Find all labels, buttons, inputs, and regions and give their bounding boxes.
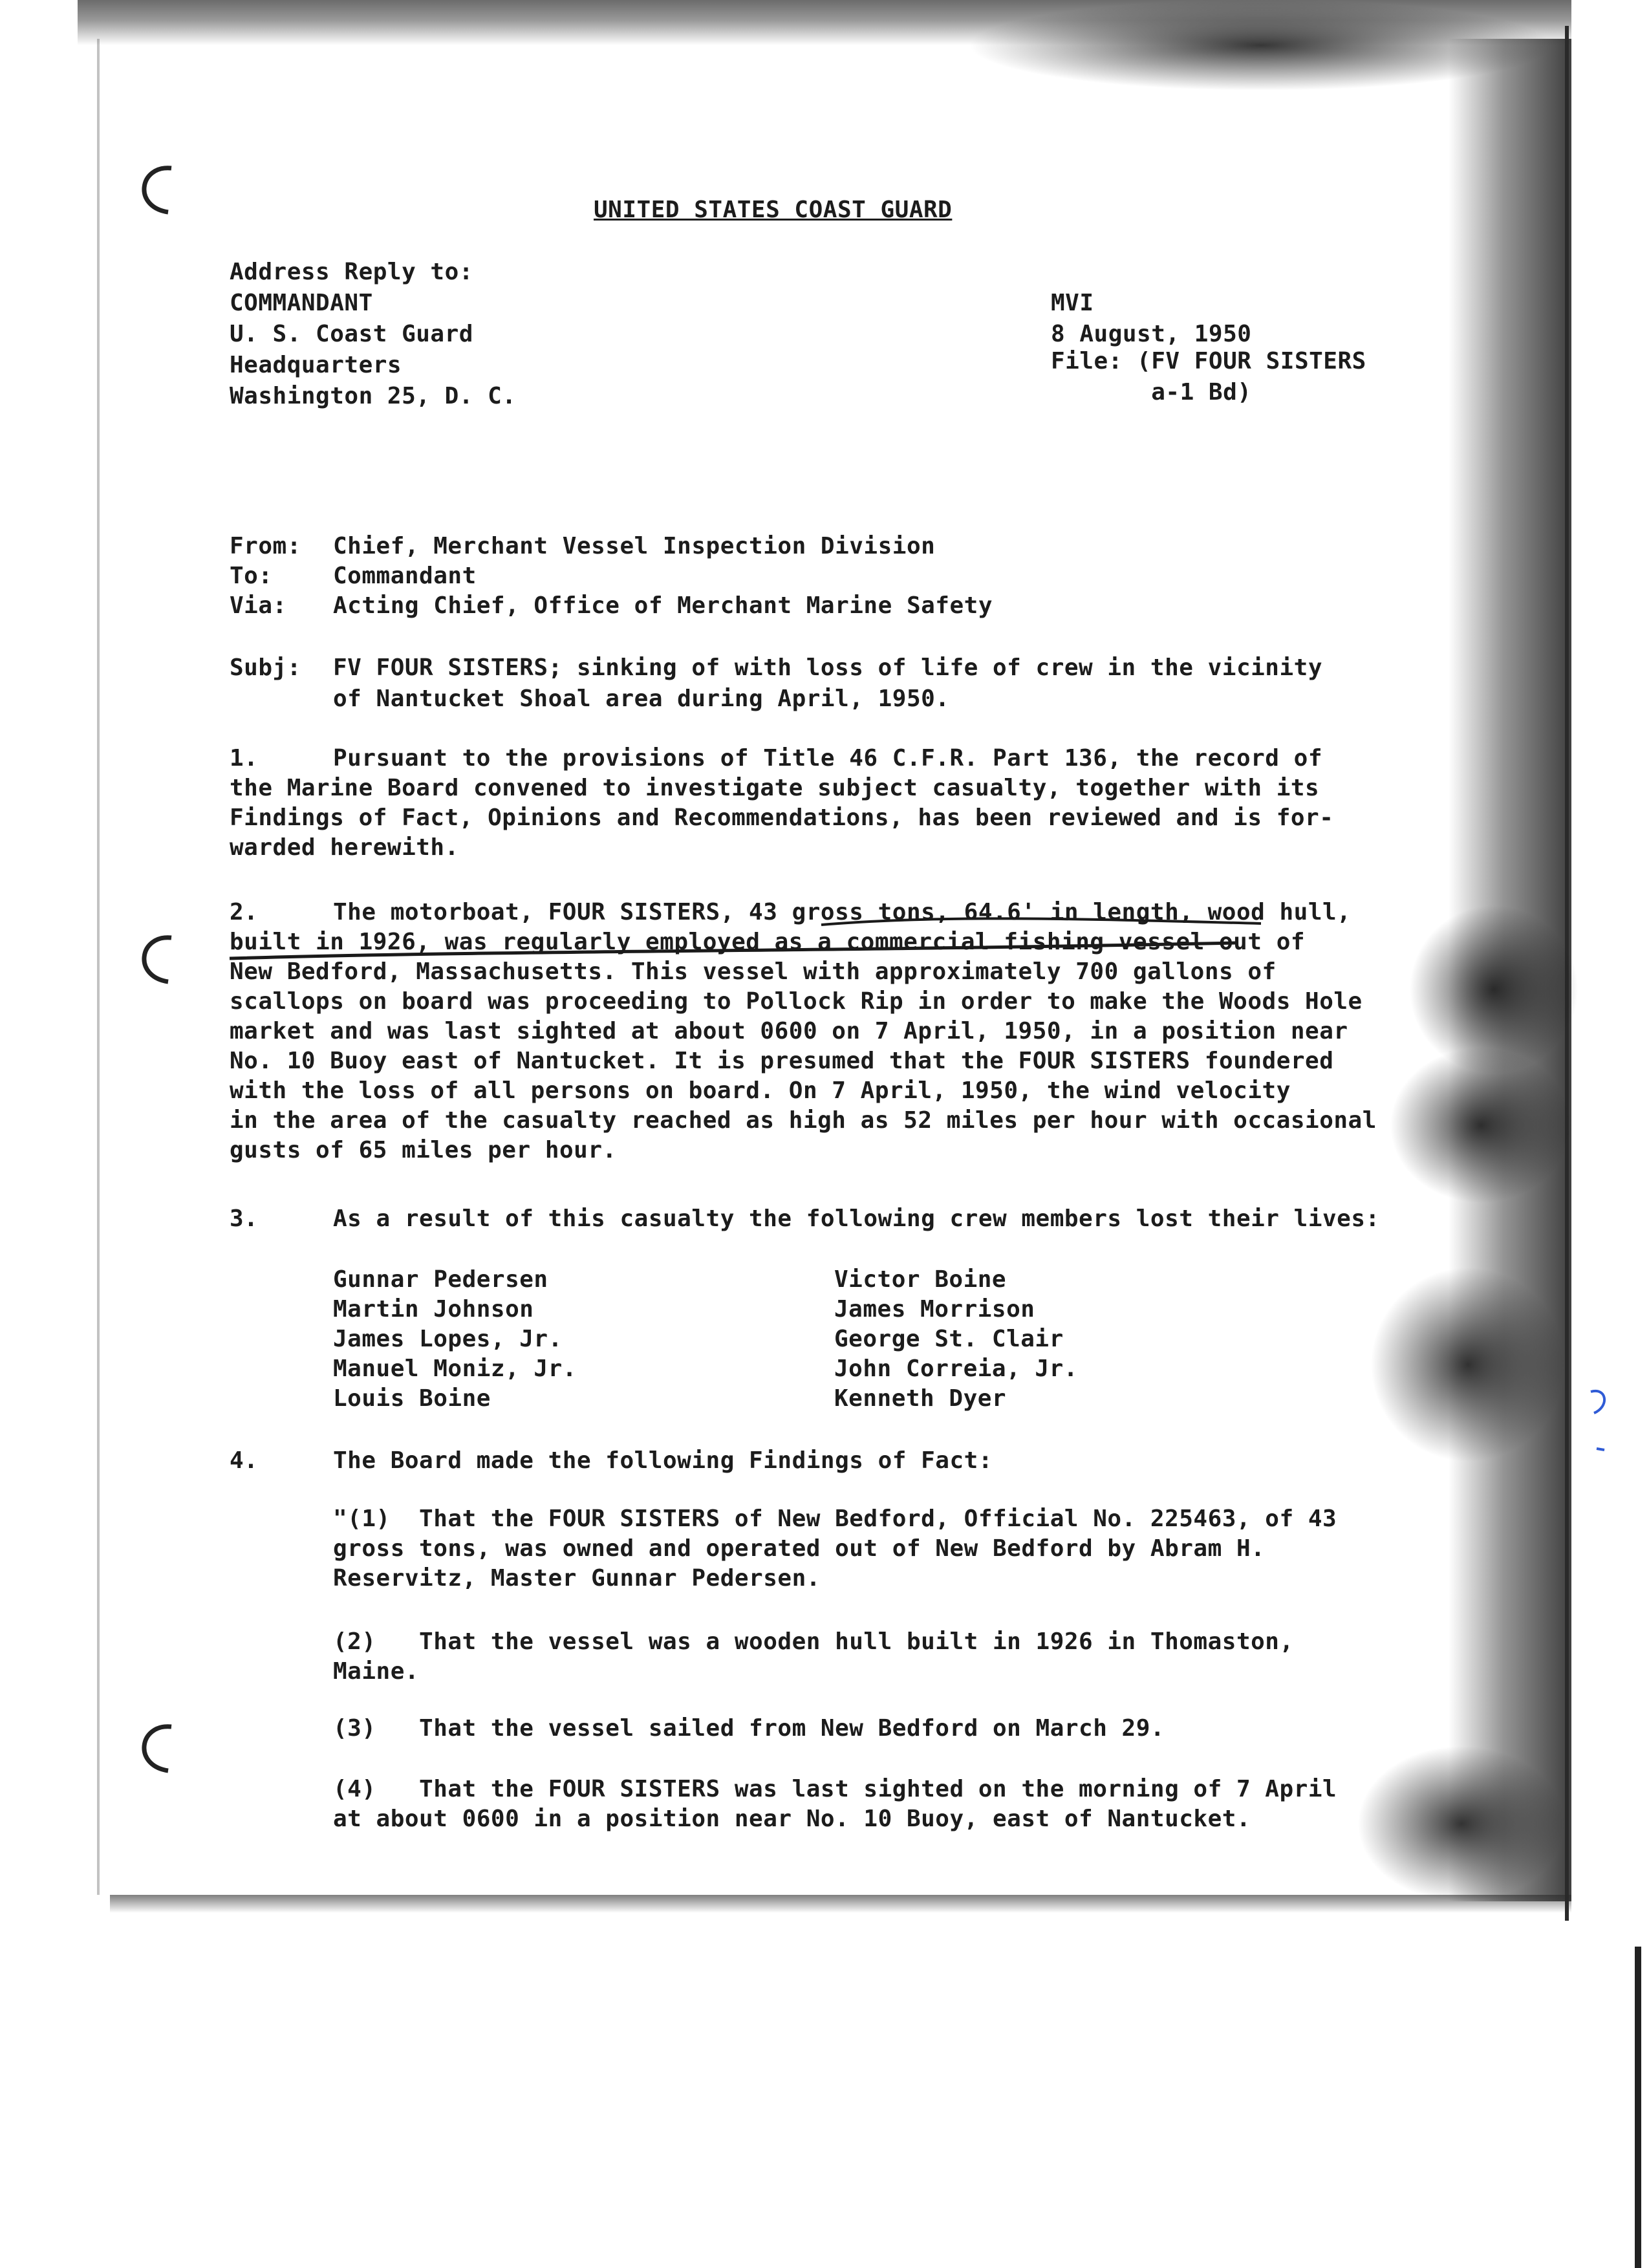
punch-hole-mark [126,925,178,989]
crew-member: James Lopes, Jr. [333,1326,563,1352]
paragraph-line: As a result of this casualty the following crew members lost their lives: [333,1205,1380,1232]
paragraph-number: 4. [230,1447,259,1474]
finding-line: (3) That the vessel sailed from New Bedford on March 29. [333,1715,1165,1742]
paragraph-number: 3. [230,1205,259,1232]
address-line: COMMANDANT [230,290,373,316]
to-label: To: [230,563,273,589]
subject-line: of Nantucket Shoal area during April, 1950. [333,686,950,712]
finding-line: (2) That the vessel was a wooden hull built in 1926 in Thomaston, [333,1628,1294,1655]
scan-shadow-bottom [110,1895,1571,1913]
paragraph-line: Pursuant to the provisions of Title 46 C.F.R. Part 136, the record of [333,745,1322,772]
address-line: Washington 25, D. C. [230,383,517,409]
crew-member: George St. Clair [834,1326,1064,1352]
paragraph-number: 2. [230,899,259,925]
crew-member: Manuel Moniz, Jr. [333,1355,577,1382]
finding-line: (4) That the FOUR SISTERS was last sighted on the morning of 7 April [333,1776,1337,1802]
blue-pen-mark [1588,1384,1613,1462]
paragraph-line: Findings of Fact, Opinions and Recommendations, has been reviewed and is for- [230,805,1334,831]
subject-line: FV FOUR SISTERS; sinking of with loss of life of crew in the vicinity [333,654,1322,681]
paragraph-line: in the area of the casualty reached as high as 52 miles per hour with occasional [230,1107,1377,1134]
crew-member: Louis Boine [333,1385,491,1412]
paragraph-line: scallops on board was proceeding to Pollock Rip in order to make the Woods Hole [230,988,1363,1015]
paragraph-line: gusts of 65 miles per hour. [230,1137,617,1163]
ink-smudge [1371,1268,1565,1462]
page-title: UNITED STATES COAST GUARD [594,197,953,223]
crew-member: James Morrison [834,1296,1035,1323]
paragraph-line: No. 10 Buoy east of Nantucket. It is presumed that the FOUR SISTERS foundered [230,1048,1334,1074]
paragraph-line: The Board made the following Findings of Fact: [333,1447,993,1474]
paragraph-line: the Marine Board convened to investigate subject casualty, together with its [230,775,1320,801]
reference-file: a-1 Bd) [1051,379,1252,405]
reference-line: MVI [1051,290,1094,316]
ink-smudge [970,0,1552,91]
paragraph-line: New Bedford, Massachusetts. This vessel with approximately 700 gallons of [230,958,1277,985]
finding-line: at about 0600 in a position near No. 10 Buoy, east of Nantucket. [333,1806,1251,1832]
scan-edge-left [97,39,100,1895]
crew-member: Martin Johnson [333,1296,534,1323]
crew-member: Gunnar Pedersen [333,1266,548,1293]
scan-edge-bar [1635,1947,1641,2268]
paragraph-line: The motorboat, FOUR SISTERS, 43 gross tons, 64.6' in length, wood hull, [333,899,1352,925]
to-value: Commandant [333,563,477,589]
paragraph-number: 1. [230,745,259,772]
handwritten-underline [226,912,1455,977]
ink-smudge [1390,1048,1571,1203]
punch-hole-mark [126,1714,178,1778]
crew-member: Victor Boine [834,1266,1007,1293]
punch-hole-mark [126,155,178,220]
paragraph-line: with the loss of all persons on board. On 7 April, 1950, the wind velocity [230,1077,1291,1104]
crew-member: Kenneth Dyer [834,1385,1007,1412]
paragraph-line: built in 1926, was regularly employed as a commercial fishing vessel out of [230,929,1306,955]
address-line: U. S. Coast Guard [230,321,473,347]
finding-line: Reservitz, Master Gunnar Pedersen. [333,1565,821,1592]
finding-line: gross tons, was owned and operated out of New Bedford by Abram H. [333,1535,1266,1562]
via-value: Acting Chief, Office of Merchant Marine Safety [333,592,993,619]
crew-member: John Correia, Jr. [834,1355,1078,1382]
finding-line: "(1) That the FOUR SISTERS of New Bedford, Official No. 225463, of 43 [333,1506,1337,1532]
from-label: From: [230,533,301,559]
address-line: Headquarters [230,352,402,378]
finding-line: Maine. [333,1658,420,1685]
paragraph-line: warded herewith. [230,834,459,861]
address-line: Address Reply to: [230,259,473,285]
paragraph-line: market and was last sighted at about 0600 on 7 April, 1950, in a position near [230,1018,1348,1044]
subject-label: Subj: [230,654,301,681]
from-value: Chief, Merchant Vessel Inspection Division [333,533,936,559]
reference-file: File: (FV FOUR SISTERS [1051,348,1366,374]
via-label: Via: [230,592,287,619]
ink-smudge [1358,1746,1565,1901]
reference-date: 8 August, 1950 [1051,321,1252,347]
